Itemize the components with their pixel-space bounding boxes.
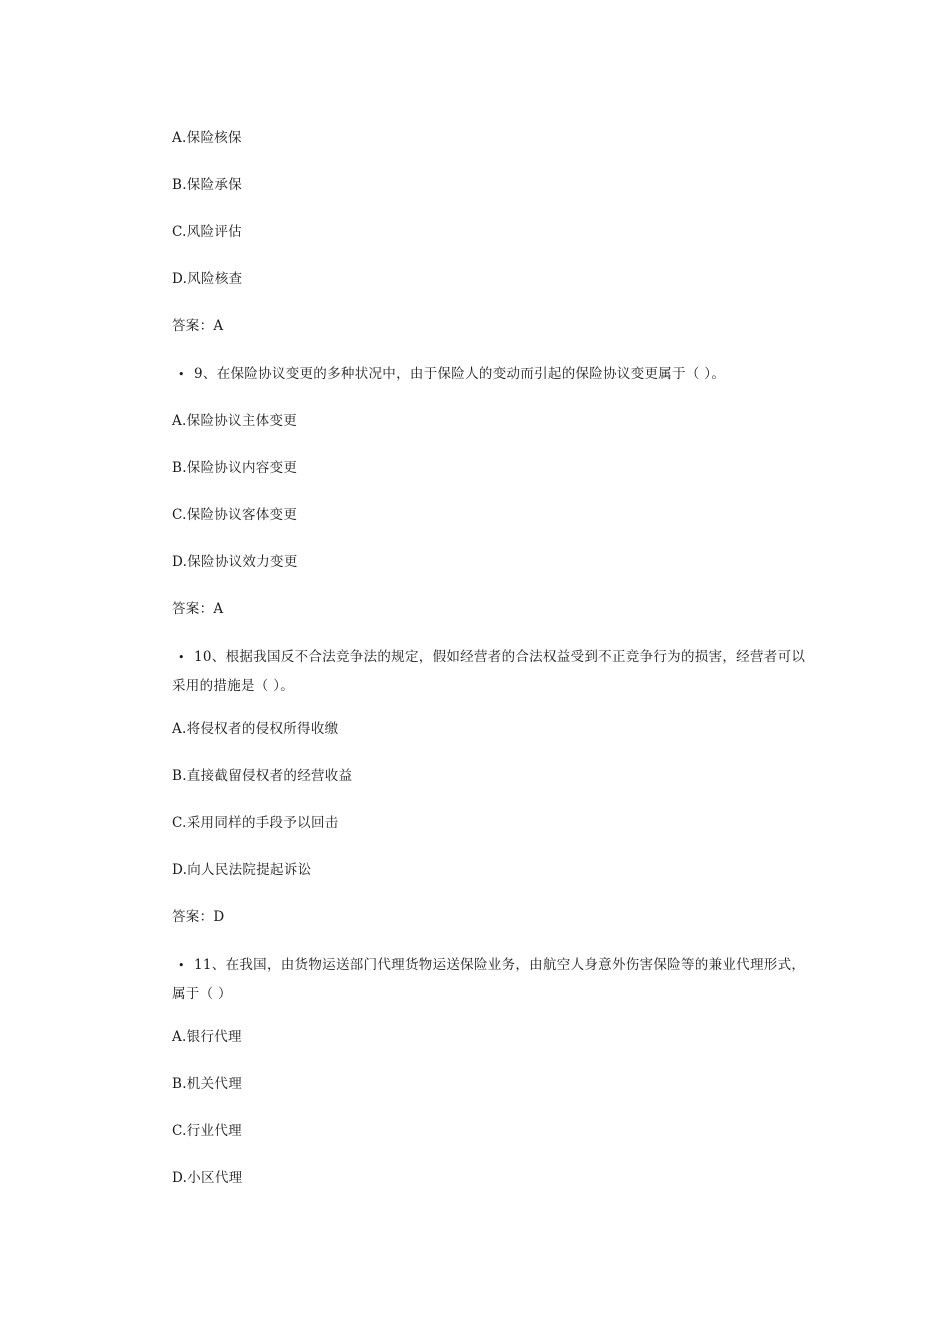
option-a-q11: A.银行代理 bbox=[172, 1029, 242, 1045]
option-b-q9: B.保险协议内容变更 bbox=[172, 460, 298, 476]
option-c-q10: C.采用同样的手段予以回击 bbox=[172, 815, 339, 831]
bullet-icon: • bbox=[178, 368, 185, 381]
question-10 bbox=[172, 643, 812, 700]
option-d-q8: D.风险核查 bbox=[172, 271, 243, 287]
option-d-q9: D.保险协议效力变更 bbox=[172, 554, 298, 570]
answer-q10: 答案：D bbox=[172, 909, 225, 925]
bullet-icon: • bbox=[178, 959, 185, 972]
question-11 bbox=[172, 951, 812, 1008]
option-d-q11: D.小区代理 bbox=[172, 1170, 243, 1186]
option-a-q10: A.将侵权者的侵权所得收缴 bbox=[172, 721, 339, 737]
option-c-q9: C.保险协议客体变更 bbox=[172, 507, 298, 523]
bullet-icon: • bbox=[178, 651, 185, 664]
question-9 bbox=[172, 360, 812, 389]
option-b-q8: B.保险承保 bbox=[172, 177, 243, 193]
question-10-text: 10、根据我国反不合法竞争法的规定，假如经营者的合法权益受到不正竞争行为的损害，经营者可以采用的措施是（ ）。 bbox=[172, 649, 806, 694]
option-a-q9: A.保险协议主体变更 bbox=[172, 413, 298, 429]
option-d-q10: D.向人民法院提起诉讼 bbox=[172, 862, 312, 878]
option-c-q11: C.行业代理 bbox=[172, 1123, 242, 1139]
answer-q8: 答案：A bbox=[172, 318, 224, 334]
option-c-q8: C.风险评估 bbox=[172, 224, 242, 240]
question-11-text: 11、在我国，由货物运送部门代理货物运送保险业务，由航空人身意外伤害保险等的兼业代理形式，属于（ ） bbox=[172, 957, 806, 1002]
question-9-text: 9、在保险协议变更的多种状况中，由于保险人的变动而引起的保险协议变更属于（ ）。 bbox=[194, 366, 726, 382]
option-b-q11: B.机关代理 bbox=[172, 1076, 243, 1092]
option-a-q8: A.保险核保 bbox=[172, 130, 242, 146]
answer-q9: 答案：A bbox=[172, 601, 224, 617]
option-b-q10: B.直接截留侵权者的经营收益 bbox=[172, 768, 353, 784]
